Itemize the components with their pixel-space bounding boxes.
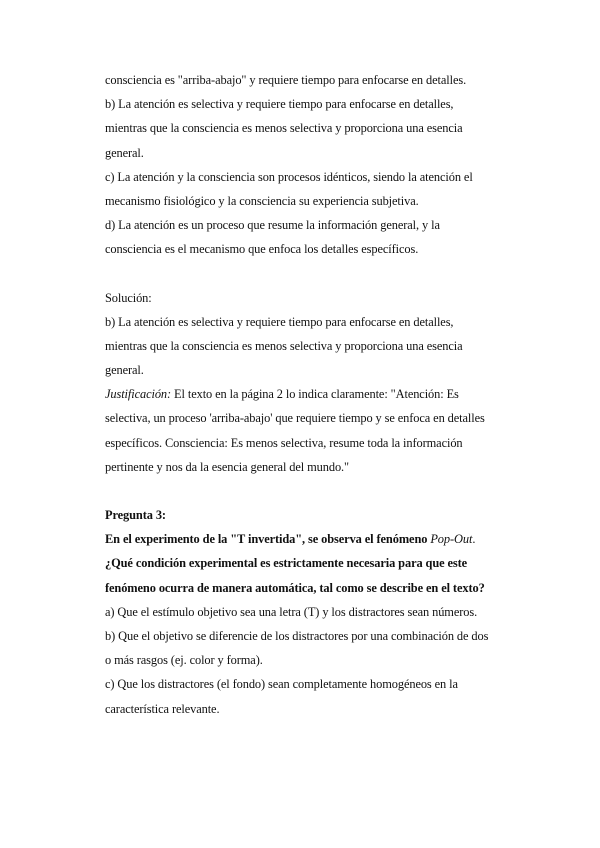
previous-question-options <box>105 68 505 262</box>
question-text-line <box>105 527 505 551</box>
question-text-line: ¿Qué condición experimental es estrictamente necesaria para que este <box>105 556 468 571</box>
question-text-period: . <box>472 532 476 547</box>
question-text: En el experimento de la "T invertida", se observa el fenómeno <box>105 532 431 547</box>
justification-text: El texto en la página 2 lo indica claramente: "Atención: Es <box>171 387 459 402</box>
paragraph-gap <box>105 479 505 503</box>
text-line: consciencia es el mecanismo que enfoca los detalles específicos. <box>105 242 419 257</box>
text-line: mecanismo fisiológico y la consciencia su experiencia subjetiva. <box>105 193 419 208</box>
pop-out-term: Pop-Out <box>430 532 473 547</box>
text-line: consciencia es "arriba-abajo" y requiere tiempo para enfocarse en detalles. <box>105 73 467 87</box>
justification-line <box>105 382 505 406</box>
paragraph-gap <box>105 262 505 286</box>
question-3-section <box>105 503 505 721</box>
question-title: Pregunta 3: <box>105 508 166 522</box>
solution-answer-line: b) La atención es selectiva y requiere tiempo para enfocarse en detalles, <box>105 314 454 329</box>
option-a-line: a) Que el estímulo objetivo sea una letra (T) y los distractores sean números. <box>105 604 478 619</box>
text-line: general. <box>105 145 144 160</box>
option-d-line: d) La atención es un proceso que resume la información general, y la <box>105 218 440 233</box>
solution-section <box>105 286 505 480</box>
text-line: característica relevante. <box>105 701 220 716</box>
option-c-line: c) La atención y la consciencia son procesos idénticos, siendo la atención el <box>105 169 473 184</box>
text-line: o más rasgos (ej. color y forma). <box>105 653 263 668</box>
option-c-line: c) Que los distractores (el fondo) sean completamente homogéneos en la <box>105 677 458 692</box>
option-b-line: b) La atención es selectiva y requiere tiempo para enfocarse en detalles, <box>105 97 454 112</box>
text-line: mientras que la consciencia es menos selectiva y proporciona una esencia <box>105 121 463 136</box>
text-line: selectiva, un proceso 'arriba-abajo' que requiere tiempo y se enfoca en detalles <box>105 411 485 426</box>
solution-label: Solución: <box>105 290 152 305</box>
text-line: general. <box>105 363 144 378</box>
text-line: específicos. Consciencia: Es menos selectiva, resume toda la información <box>105 435 463 450</box>
text-line: mientras que la consciencia es menos selectiva y proporciona una esencia <box>105 338 463 353</box>
text-line: pertinente y nos da la esencia general del mundo." <box>105 459 349 474</box>
option-b-line: b) Que el objetivo se diferencie de los distractores por una combinación de dos <box>105 628 489 643</box>
document-page <box>105 68 505 721</box>
justification-label: Justificación: <box>105 387 172 402</box>
question-text-line: fenómeno ocurra de manera automática, tal como se describe en el texto? <box>105 580 485 595</box>
